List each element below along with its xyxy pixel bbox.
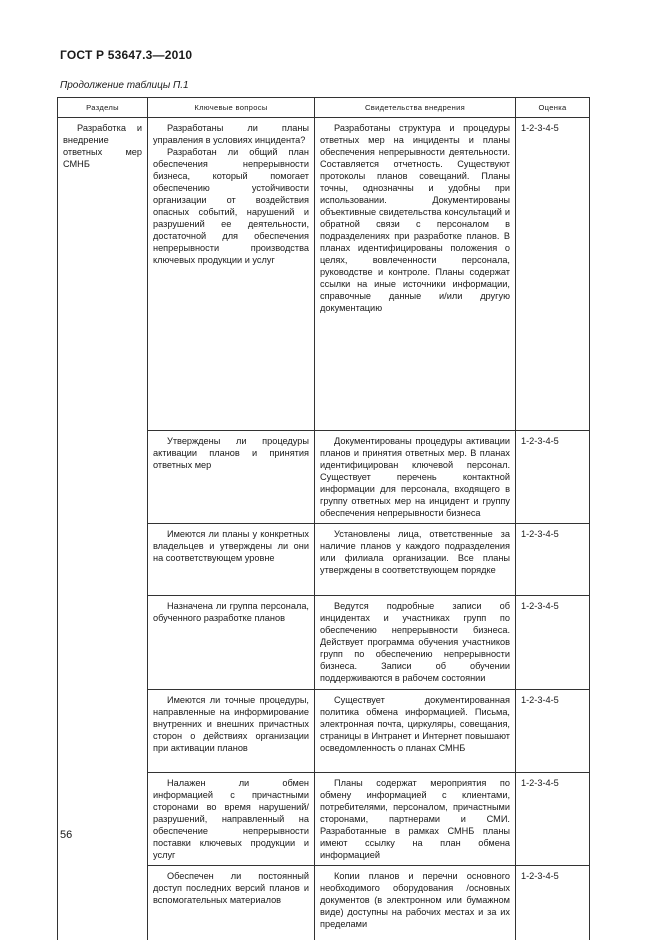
- section-cell: [58, 118, 148, 940]
- column-header-evidence: Свидетельства внедрения: [315, 98, 516, 118]
- page-number: 56: [60, 829, 73, 841]
- evidence-text: Копии планов и перечни основного необходимого оборудования /основных документов (в электронном или бумажном виде) доступны на рабочих местах и за их пределами: [320, 871, 510, 929]
- question-text: Имеются ли планы у конкретных владельцев и утверждены ли они на соответствующем уровне: [153, 529, 309, 563]
- rating-cell: 1-2-3-4-5: [516, 431, 590, 524]
- rating-cell: 1-2-3-4-5: [516, 866, 590, 940]
- evidence-cell: [315, 866, 516, 940]
- table-caption: Продолжение таблицы П.1: [60, 80, 189, 91]
- question-cell: [148, 431, 315, 524]
- column-header-questions: Ключевые вопросы: [148, 98, 315, 118]
- rating-cell: 1-2-3-4-5: [516, 524, 590, 596]
- rating-cell: 1-2-3-4-5: [516, 118, 590, 431]
- evidence-cell: [315, 690, 516, 773]
- evidence-cell: [315, 431, 516, 524]
- evidence-text: Разработаны структура и процедуры ответных мер на инциденты и планы обеспечения непрерывности деятельности. Составляется отчетность. Существуют протоколы планов совещаний. Планы точны, однозначны и удобны при использовании. Документированы объективные свидетельства консультаций и обратной связи с персоналом в подразделениях при разработке планов. В планах идентифицированы положения о целях, вовлеченности персонала, руководстве и контроле. Планы содержат ссылки на иные источники информации, справочные данные и/или другую документацию: [320, 123, 510, 313]
- question-cell: [148, 866, 315, 940]
- question-cell: [148, 118, 315, 431]
- rating-cell: 1-2-3-4-5: [516, 690, 590, 773]
- evidence-cell: [315, 118, 516, 431]
- question-text: Назначена ли группа персонала, обученного разработке планов: [153, 601, 309, 623]
- evaluation-table: [57, 97, 590, 940]
- table-row: [58, 118, 590, 431]
- evidence-cell: [315, 524, 516, 596]
- question-text: Обеспечен ли постоянный доступ последних версий планов и вспомогательных материалов: [153, 871, 309, 905]
- evidence-text: Планы содержат мероприятия по обмену информацией с клиентами, потребителями, персоналом, причастными сторонами, партнерами и СМИ. Разработанные в рамках СМНБ планы имеют ссылку на план обмена информацией: [320, 778, 510, 860]
- document-id: ГОСТ Р 53647.3—2010: [60, 48, 193, 62]
- question-text: Налажен ли обмен информацией с причастными сторонами во время нарушений/разрушений, направленный на обеспечение непрерывности поставки ключевых продукции и услуг: [153, 778, 309, 860]
- question-cell: [148, 596, 315, 690]
- column-header-sections: Разделы: [58, 98, 148, 118]
- question-text: Имеются ли точные процедуры, направленные на информирование внутренних и внешних причастных сторон о действиях организации при активации планов: [153, 695, 309, 753]
- question-text: Разработан ли общий план обеспечения непрерывности бизнеса, который помогает обеспечению устойчивости организации от воздействия опасных событий, нарушений и разрушений ее деятельности, достаточной для обеспечения непрерывности производства ключевых продукции и услуг: [153, 147, 309, 265]
- section-name: Разработка и внедрение ответных мер СМНБ: [63, 123, 142, 169]
- rating-cell: 1-2-3-4-5: [516, 596, 590, 690]
- table-header-row: [58, 98, 590, 118]
- evidence-text: Документированы процедуры активации планов и принятия ответных мер. В планах идентифицирован ключевой персонал. Существует перечень контактной информации для персонала, входящего в группу ответных мер на инцидент и группу обеспечения непрерывности бизнеса: [320, 436, 510, 518]
- evidence-text: Установлены лица, ответственные за наличие планов у каждого подразделения или филиала организации. Все планы утверждены в соответствующем порядке: [320, 529, 510, 575]
- rating-cell: 1-2-3-4-5: [516, 773, 590, 866]
- question-text: Разработаны ли планы управления в условиях инцидента?: [153, 123, 309, 145]
- column-header-rating: Оценка: [516, 98, 590, 118]
- evidence-text: Существует документированная политика обмена информацией. Письма, электронная почта, циркуляры, совещания, страницы в Интранет и Интернет повышают осведомленность о планах СМНБ: [320, 695, 510, 753]
- evidence-cell: [315, 773, 516, 866]
- question-cell: [148, 690, 315, 773]
- evidence-text: Ведутся подробные записи об инцидентах и участниках групп по обеспечению непрерывности бизнеса. Действует программа обучения участников групп по обеспечению непрерывности бизнеса. Записи об обучении поддерживаются в рабочем состоянии: [320, 601, 510, 683]
- question-text: Утверждены ли процедуры активации планов и принятия ответных мер: [153, 436, 309, 470]
- evidence-cell: [315, 596, 516, 690]
- question-cell: [148, 524, 315, 596]
- question-cell: [148, 773, 315, 866]
